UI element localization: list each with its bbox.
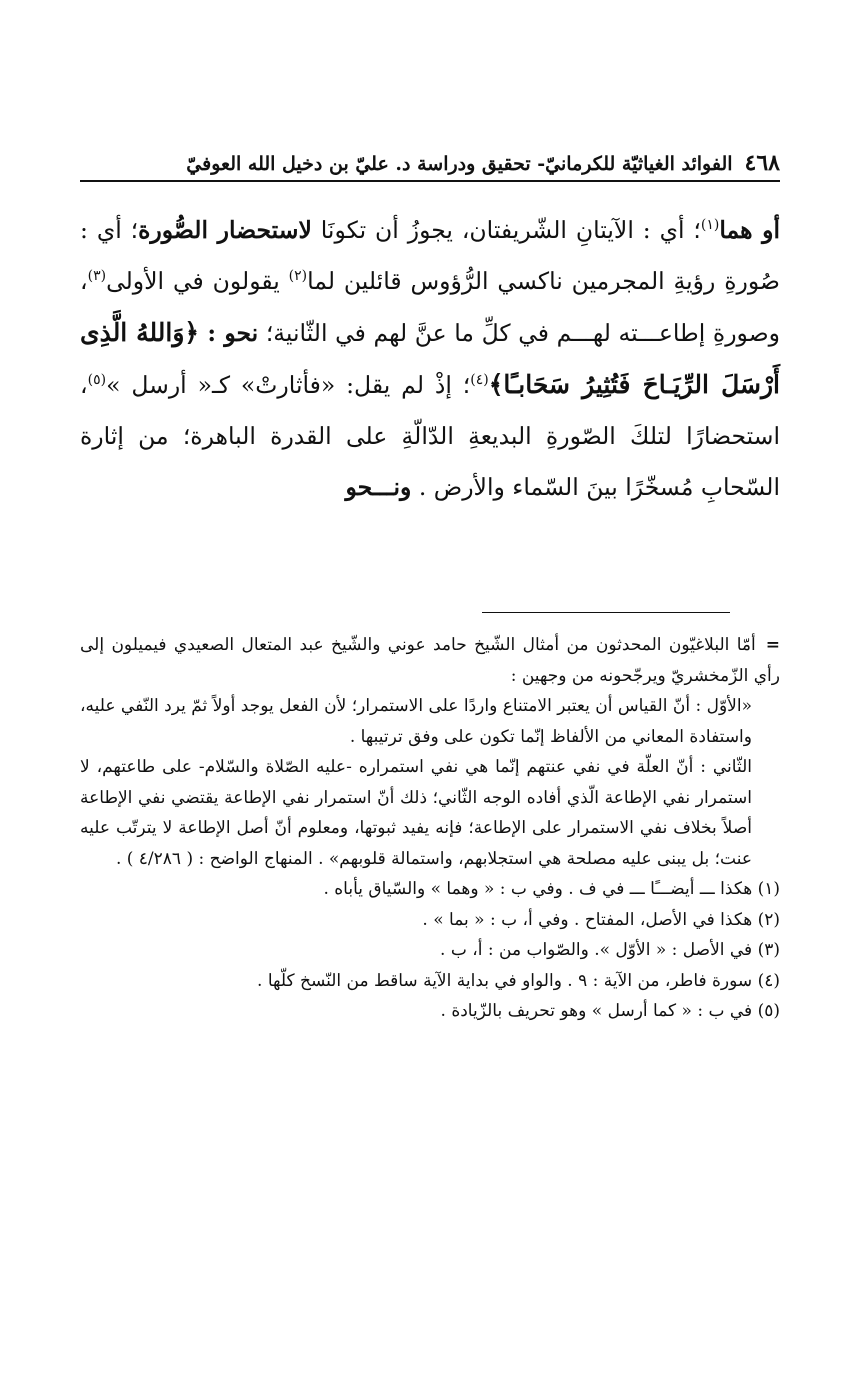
page-header [80,150,780,182]
footnote-quote-second: الثّاني : أنّ العلّة في نفي عنتهم إنّما هي نفي استمراره -عليه الصّلاة والسّلام- على طاعتهم، لا استمرار نفي الإطاعة الّذي أفاده الوجه الثّاني؛ ذلك أنّ استمرار نفي الإطاعة يقتضي نفي الإطاعة أصلاً بخلاف نفي الاستمرار على الإطاعة؛ فإنه يفيد ثبوتها، ومعلوم أنّ أصل الإطاعة لا يترتّب عليه عنت؛ بل يبنى عليه مصلحة هي استجلابهم، واستمالة قلوبهم» . المنهاج الواضح : ( ٤/٢٨٦ ) . [80,757,752,869]
term-istihdar: لاستحضار الصُّورة [138,216,312,244]
body-text: ؛ أي : الآيتانِ الشّريفتان، يجوزُ أن تكونَا [311,216,701,244]
body-text: ؛ إذْ لم يقل: «فأثارتْ» كـ« أرسل » [106,371,471,399]
footnote-separator [482,612,730,613]
footnote-text: أمّا البلاغيّون المحدثون من أمثال الشّيخ حامد عوني والشّيخ عبد المتعال الصعيدي فيميلون إلى رأي الزّمخشريّ ويرجّحونه من وجهين : [80,635,780,686]
running-title: الفوائد الغياثيّة للكرمانيّ- تحقيق ودراسة د. عليّ بن دخيل الله العوفيّ [186,153,733,175]
footnote-quote-first: «الأوّل : أنّ القياس أن يعتبر الامتناع واردًا على الاستمرار؛ لأن الفعل يوجد أولاً ثمّ يرد النّفي عليه، واستفادة المعاني من الألفاظ إنّما تكون على وفق ترتيبها . [80,696,752,747]
body-text: ، استحضارًا لتلكَ الصّورةِ البديعةِ الدّالّةِ على القدرة الباهرة؛ من إثارة السّحابِ مُسخّرًا بينَ السّماء والأرض . [80,371,780,501]
footnote-1: (١) هكذا ـــ أيضـــًا ـــ في ف . وفي ب : « وهما » والسّياق يأباه . [323,879,780,899]
footnote-3: (٣) في الأصل : « الأوّل ». والصّواب من : أ، ب . [440,940,780,960]
body-text: ، وصورةِ إطاعـــته لهـــم في كلِّ ما عنَّ لهم في الثّانية؛ [80,267,781,347]
body-text: يقولون في الأولى [106,267,289,295]
body-text: ؛ أي : صُورةِ رؤيةِ المجرمين ناكسي الرُّؤوس قائلين لما [80,216,780,295]
footnote-ref-2: (٢) [288,268,308,285]
footnote-4: (٤) سورة فاطر، من الآية : ٩ . والواو في بداية الآية ساقط من النّسخ كلّها . [257,970,780,991]
term-nahw: نحو : [199,319,259,347]
page-number: ٤٦٨ [744,150,780,176]
footnote-5: (٥) في ب : « كما أرسل » وهو تحريف بالزّيادة . [440,1001,780,1021]
main-text [80,205,780,513]
continuation-marker: = [765,635,780,655]
footnote-ref-4: (٤) [470,372,489,389]
footnote-ref-1: (١) [700,217,720,234]
term-aw-huma: أو هما [719,216,780,244]
quran-verse: ﴿وَاللهُ الَّذِى أَرْسَلَ الرِّيَـاحَ فَتُثِيرُ سَحَابـًا﴾ [80,318,780,399]
footnotes-section [80,630,780,1027]
footnote-ref-5: (٥) [87,372,107,389]
footnote-2: (٢) هكذا في الأصل، المفتاح . وفي أ، ب : « بما » . [422,909,780,930]
footnote-ref-3: (٣) [87,268,107,285]
footnote-continuation [80,630,780,691]
main-paragraph [80,205,780,513]
term-wa-nahw: ونـــحو [345,473,412,501]
